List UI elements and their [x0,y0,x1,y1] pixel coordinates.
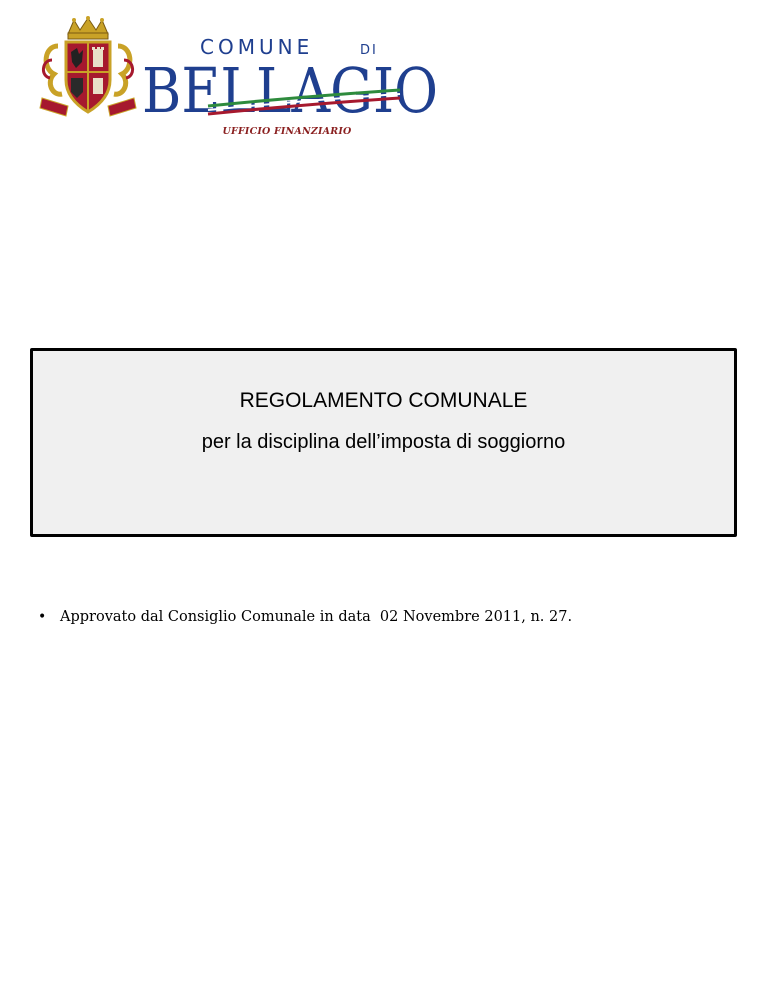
letterhead [38,16,458,146]
title-box [30,348,737,537]
comune-di-bellagio-logo [138,34,458,134]
document-title: REGOLAMENTO COMUNALE [239,389,528,412]
approval-text: Approvato dal Consiglio Comunale in data 02 Novembre 2011, n. 27. [60,609,573,625]
document-subtitle: per la disciplina dell’imposta di soggiorno [201,431,566,453]
bellagio-crest-icon [38,16,138,122]
bullet-icon: • [38,609,47,625]
approval-list-item [38,609,738,625]
svg-text:BELLAGIO: BELLAGIO [142,54,438,127]
svg-text:DI: DI [360,43,378,58]
svg-text:COMUNE: COMUNE [200,35,314,59]
office-label: UFFICIO FINANZIARIO [222,126,352,137]
